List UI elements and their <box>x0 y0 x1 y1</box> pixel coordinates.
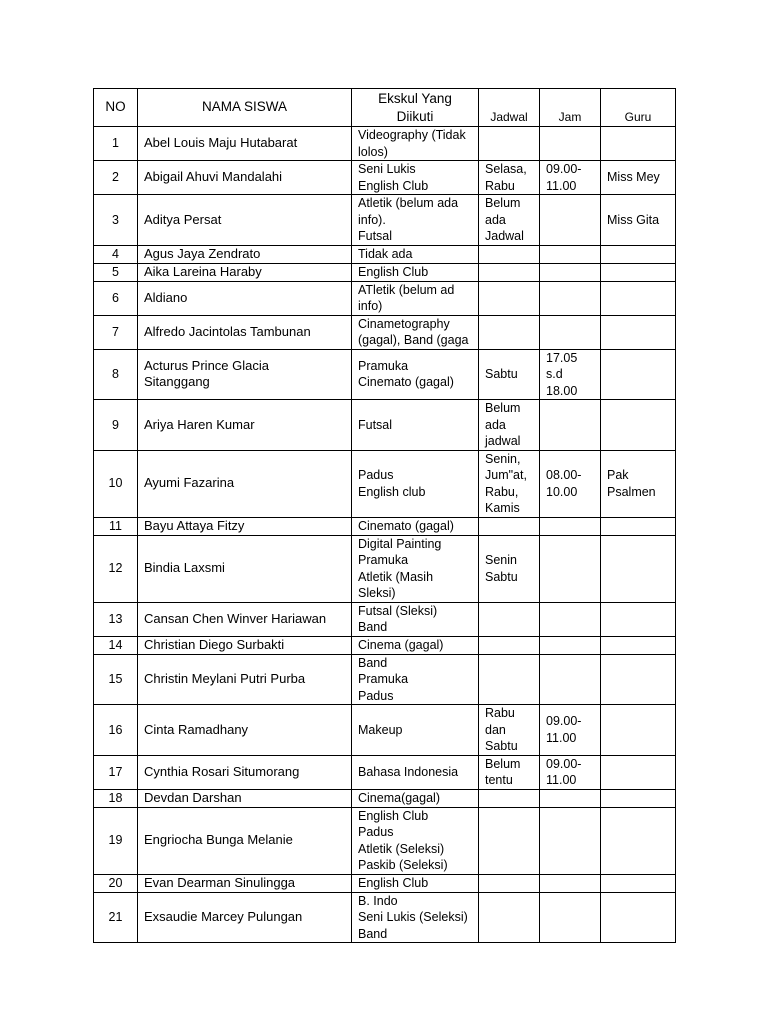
cell-ekskul: English Club <box>352 874 479 892</box>
header-ekskul: Ekskul Yang Diikuti <box>352 89 479 127</box>
cell-guru <box>601 281 676 315</box>
cell-no: 19 <box>94 807 138 874</box>
cell-jadwal <box>479 281 540 315</box>
cell-nama: Exsaudie Marcey Pulungan <box>138 892 352 943</box>
table-row <box>94 807 676 874</box>
cell-guru <box>601 789 676 807</box>
cell-ekskul: Cinema(gagal) <box>352 789 479 807</box>
cell-no: 17 <box>94 755 138 789</box>
cell-jam: 09.00- 11.00 <box>540 161 601 195</box>
cell-jam <box>540 127 601 161</box>
cell-nama: Alfredo Jacintolas Tambunan <box>138 315 352 349</box>
cell-nama: Engriocha Bunga Melanie <box>138 807 352 874</box>
cell-jam <box>540 636 601 654</box>
cell-nama: Acturus Prince Glacia Sitanggang <box>138 349 352 400</box>
cell-ekskul: ATletik (belum ad info) <box>352 281 479 315</box>
cell-jam <box>540 807 601 874</box>
cell-jadwal: Belum ada jadwal <box>479 400 540 451</box>
cell-jam <box>540 400 601 451</box>
cell-ekskul: Cinametography (gagal), Band (gaga <box>352 315 479 349</box>
cell-nama: Abigail Ahuvi Mandalahi <box>138 161 352 195</box>
cell-jadwal <box>479 892 540 943</box>
table-row <box>94 654 676 705</box>
cell-jadwal <box>479 517 540 535</box>
cell-ekskul: B. Indo Seni Lukis (Seleksi) Band <box>352 892 479 943</box>
header-guru: Guru <box>601 89 676 127</box>
cell-guru <box>601 705 676 756</box>
cell-jam <box>540 245 601 263</box>
table-row <box>94 400 676 451</box>
cell-no: 5 <box>94 263 138 281</box>
cell-guru: Pak Psalmen <box>601 450 676 517</box>
cell-guru <box>601 807 676 874</box>
cell-jadwal: Senin, Jum"at, Rabu, Kamis <box>479 450 540 517</box>
cell-guru <box>601 636 676 654</box>
cell-jam <box>540 281 601 315</box>
cell-ekskul: Cinema (gagal) <box>352 636 479 654</box>
cell-no: 8 <box>94 349 138 400</box>
cell-guru <box>601 127 676 161</box>
table-row <box>94 281 676 315</box>
cell-jadwal: Senin Sabtu <box>479 535 540 602</box>
cell-jam: 09.00- 11.00 <box>540 755 601 789</box>
cell-jadwal <box>479 263 540 281</box>
cell-no: 4 <box>94 245 138 263</box>
cell-ekskul: English Club Padus Atletik (Seleksi) Paskib (Seleksi) <box>352 807 479 874</box>
cell-nama: Cinta Ramadhany <box>138 705 352 756</box>
cell-no: 16 <box>94 705 138 756</box>
cell-jadwal: Belum tentu <box>479 755 540 789</box>
cell-guru <box>601 315 676 349</box>
table-row <box>94 263 676 281</box>
table-row <box>94 315 676 349</box>
cell-no: 14 <box>94 636 138 654</box>
cell-nama: Agus Jaya Zendrato <box>138 245 352 263</box>
table-row <box>94 161 676 195</box>
cell-no: 18 <box>94 789 138 807</box>
cell-jam <box>540 602 601 636</box>
cell-no: 13 <box>94 602 138 636</box>
cell-jam <box>540 892 601 943</box>
cell-jam <box>540 789 601 807</box>
cell-guru <box>601 535 676 602</box>
cell-guru <box>601 517 676 535</box>
cell-no: 1 <box>94 127 138 161</box>
cell-nama: Abel Louis Maju Hutabarat <box>138 127 352 161</box>
cell-guru <box>601 755 676 789</box>
cell-jam: 17.05 s.d 18.00 <box>540 349 601 400</box>
cell-nama: Evan Dearman Sinulingga <box>138 874 352 892</box>
cell-nama: Bayu Attaya Fitzy <box>138 517 352 535</box>
cell-no: 21 <box>94 892 138 943</box>
cell-jam <box>540 535 601 602</box>
cell-no: 6 <box>94 281 138 315</box>
cell-ekskul: Videography (Tidak lolos) <box>352 127 479 161</box>
table-row <box>94 874 676 892</box>
table-body <box>94 127 676 943</box>
cell-jadwal: Rabu dan Sabtu <box>479 705 540 756</box>
cell-jam <box>540 517 601 535</box>
cell-jadwal <box>479 807 540 874</box>
cell-nama: Devdan Darshan <box>138 789 352 807</box>
cell-no: 3 <box>94 195 138 246</box>
cell-jadwal: Selasa, Rabu <box>479 161 540 195</box>
cell-guru <box>601 654 676 705</box>
table-row <box>94 535 676 602</box>
cell-no: 12 <box>94 535 138 602</box>
cell-guru: Miss Mey <box>601 161 676 195</box>
cell-no: 11 <box>94 517 138 535</box>
header-nama-siswa: NAMA SISWA <box>138 89 352 127</box>
cell-ekskul: Cinemato (gagal) <box>352 517 479 535</box>
cell-nama: Cansan Chen Winver Hariawan <box>138 602 352 636</box>
cell-no: 10 <box>94 450 138 517</box>
cell-ekskul: Futsal <box>352 400 479 451</box>
table-row <box>94 892 676 943</box>
table-row <box>94 245 676 263</box>
cell-jadwal: Belum ada Jadwal <box>479 195 540 246</box>
table-row <box>94 127 676 161</box>
cell-no: 15 <box>94 654 138 705</box>
cell-ekskul: Digital Painting Pramuka Atletik (Masih Sleksi) <box>352 535 479 602</box>
cell-guru <box>601 245 676 263</box>
cell-jam: 09.00- 11.00 <box>540 705 601 756</box>
cell-jadwal <box>479 636 540 654</box>
table-row <box>94 755 676 789</box>
cell-ekskul: Padus English club <box>352 450 479 517</box>
cell-guru <box>601 400 676 451</box>
cell-jadwal <box>479 874 540 892</box>
cell-ekskul: Band Pramuka Padus <box>352 654 479 705</box>
cell-no: 7 <box>94 315 138 349</box>
table-row <box>94 450 676 517</box>
cell-nama: Bindia Laxsmi <box>138 535 352 602</box>
cell-jadwal <box>479 315 540 349</box>
cell-ekskul: Pramuka Cinemato (gagal) <box>352 349 479 400</box>
cell-guru <box>601 263 676 281</box>
cell-ekskul: English Club <box>352 263 479 281</box>
cell-guru: Miss Gita <box>601 195 676 246</box>
header-no: NO <box>94 89 138 127</box>
cell-nama: Christin Meylani Putri Purba <box>138 654 352 705</box>
cell-jam: 08.00- 10.00 <box>540 450 601 517</box>
cell-jadwal <box>479 127 540 161</box>
cell-jam <box>540 263 601 281</box>
cell-jadwal <box>479 789 540 807</box>
cell-jadwal <box>479 654 540 705</box>
header-jam: Jam <box>540 89 601 127</box>
cell-nama: Aditya Persat <box>138 195 352 246</box>
cell-nama: Aika Lareina Haraby <box>138 263 352 281</box>
table-row <box>94 636 676 654</box>
table-row <box>94 195 676 246</box>
header-jadwal: Jadwal <box>479 89 540 127</box>
table-row <box>94 517 676 535</box>
cell-no: 2 <box>94 161 138 195</box>
cell-jadwal <box>479 245 540 263</box>
cell-nama: Ariya Haren Kumar <box>138 400 352 451</box>
cell-no: 9 <box>94 400 138 451</box>
table-row <box>94 349 676 400</box>
cell-ekskul: Seni Lukis English Club <box>352 161 479 195</box>
cell-jam <box>540 874 601 892</box>
cell-ekskul: Tidak ada <box>352 245 479 263</box>
cell-guru <box>601 602 676 636</box>
cell-ekskul: Bahasa Indonesia <box>352 755 479 789</box>
cell-jam <box>540 195 601 246</box>
cell-nama: Christian Diego Surbakti <box>138 636 352 654</box>
cell-nama: Aldiano <box>138 281 352 315</box>
cell-ekskul: Atletik (belum ada info). Futsal <box>352 195 479 246</box>
cell-ekskul: Makeup <box>352 705 479 756</box>
cell-jadwal: Sabtu <box>479 349 540 400</box>
table-row <box>94 602 676 636</box>
cell-nama: Cynthia Rosari Situmorang <box>138 755 352 789</box>
table-row <box>94 705 676 756</box>
cell-guru <box>601 874 676 892</box>
cell-jam <box>540 654 601 705</box>
cell-jadwal <box>479 602 540 636</box>
cell-nama: Ayumi Fazarina <box>138 450 352 517</box>
header-row <box>94 89 676 127</box>
cell-guru <box>601 349 676 400</box>
cell-guru <box>601 892 676 943</box>
cell-no: 20 <box>94 874 138 892</box>
student-extracurricular-table <box>93 88 676 943</box>
table-row <box>94 789 676 807</box>
cell-jam <box>540 315 601 349</box>
cell-ekskul: Futsal (Sleksi) Band <box>352 602 479 636</box>
